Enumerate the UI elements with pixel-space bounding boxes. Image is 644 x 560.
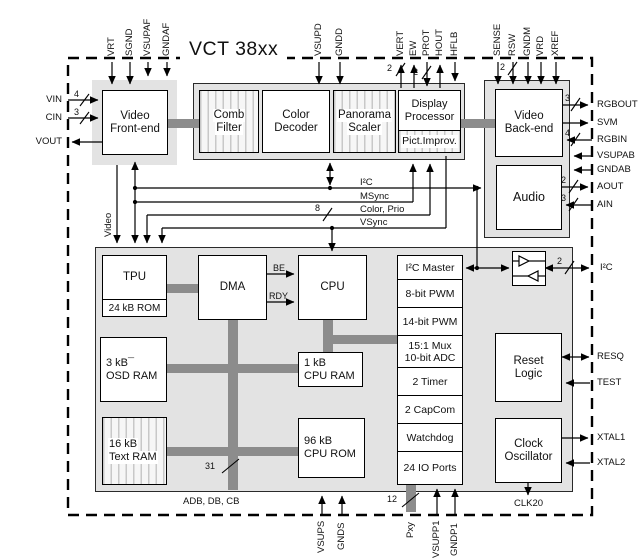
bus-width-rsw: 2 [500,62,506,72]
block-label: CPU ROM [304,448,356,460]
block-label: 2 Timer [412,375,448,388]
block-label: Panorama [337,108,392,121]
bus-width-cin: 3 [74,107,80,117]
block-label: Processor [404,110,455,123]
block-label: Filter [216,121,242,134]
pin-label-rsw: RSW [507,33,518,56]
signal-label-i2c: I²C [360,177,373,188]
block-label: Reset [513,354,544,367]
bus-width-rgbin: 4 [565,128,571,138]
chip-title: VCT 38xx [180,36,287,62]
pin-label-vrt: VRT [106,37,117,56]
pin-label-gndm: GNDM [522,26,533,56]
block-label: OSD RAM [106,369,158,382]
pin-label-pxy: Pxy [405,522,416,538]
block-label: Video [514,110,544,122]
buffer-triangle-right-icon [519,256,529,266]
pin-label-test: TEST [597,377,622,388]
signal-label-color-prio: Color, Prio [360,204,405,215]
block-label: CPU RAM [304,369,355,382]
pin-label-vsupaf: VSUPAF [142,18,153,56]
pin-label-svm: SVM [597,117,618,128]
block-label: 24 kB ROM [108,302,161,314]
block-label: Audio [513,190,545,204]
block-label: Scaler [348,121,381,134]
signal-label-video: Video [103,212,114,237]
pin-label-vsups: VSUPS [316,520,327,553]
block-label: Video [120,109,150,122]
block-label: Watchdog [406,431,454,444]
pin-label-vsupab: VSUPAB [597,150,635,161]
block-label: TPU [123,271,146,283]
pin-label-gnds: GNDS [336,522,347,550]
pin-label-gndd: GNDD [334,28,345,56]
pin-label-vrd: VRD [535,35,546,56]
signal-label-rdy: RDY [269,291,289,301]
block-label: Text RAM [109,451,157,463]
bus-width-vert: 2 [387,63,393,73]
block-label: 15:1 Mux 10-bit ADC [404,339,456,364]
pin-label-xtal2: XTAL2 [597,457,626,468]
pin-label-hflb: HFLB [449,31,460,56]
block-label: DMA [219,281,246,293]
bus-width-aout: 2 [561,175,567,185]
pin-label-gndab: GNDAB [597,164,631,175]
bus-width-color-prio: 8 [315,203,321,213]
block-label: 96 kB [304,435,333,447]
bus-width-i2c: 2 [557,256,563,266]
pin-label-aout: AOUT [597,181,624,192]
block-label: 8-bit PWM [405,287,455,300]
pin-label-resq: RESQ [597,351,624,362]
block-label: Back-end [504,123,554,135]
pin-label-sense: SENSE [492,23,503,56]
pin-label-vout: VOUT [35,136,62,147]
block-label: I²C Master [405,261,455,274]
pin-label-cin: CIN [45,112,62,123]
block-label: Comb [213,108,245,121]
block-label: 3 kB¯ [106,356,135,369]
block-label: Clock [514,437,543,450]
pin-label-xtal1: XTAL1 [597,432,626,443]
block-label: 2 CapCom [404,403,456,416]
pin-label-ain: AIN [597,199,613,210]
block-label: 24 IO Ports [403,462,457,474]
pin-label-rgbout: RGBOUT [597,99,638,110]
block-label: CPU [320,281,345,293]
signal-label-msync: MSync [360,191,390,202]
pin-label-vsupd: VSUPD [313,23,324,56]
pin-label-vin: VIN [46,94,62,105]
bus-width-prot: 2 [413,67,419,77]
bus-width-vin: 4 [74,89,80,99]
block-label: Display [411,97,448,110]
block-label: Pict.Improv. [402,135,457,147]
bus-width-ain: 3 [561,193,567,203]
block-label: Logic [514,367,543,380]
signal-label-adb-db-cb: ADB, DB, CB [183,496,240,507]
pin-label-i2c: I²C [600,262,613,273]
pin-label-ew: EW [408,40,419,56]
block-label: Decoder [274,121,318,134]
pin-label-clk20: CLK20 [513,498,544,509]
block-label: Oscillator [504,450,553,463]
buffer-triangle-left-icon [528,271,538,281]
bus-width-pxy: 12 [387,494,398,504]
pin-label-prot: PROT [421,29,432,56]
pin-label-rgbin: RGBIN [597,134,628,145]
bus-width-mem: 31 [205,461,216,471]
pin-label-xref: XREF [550,30,561,56]
bus-width-rgbout: 3 [565,93,571,103]
pin-label-vsupp1: VSUPP1 [431,520,442,558]
block-label: Front-end [110,122,160,135]
pin-label-vert: VERT [395,30,406,56]
block-label: 14-bit PWM [402,315,458,328]
signal-label-be: BE [273,263,286,273]
signal-label-vsync: VSync [360,217,388,228]
block-label: 16 kB [109,438,138,450]
pin-label-gndaf: GNDAF [161,22,172,56]
pin-label-gndp1: GNDP1 [449,523,460,556]
block-label: Color [282,108,310,121]
block-label: 1 kB [304,356,327,369]
pin-label-hout: HOUT [434,29,445,56]
pin-label-sgnd: SGND [124,28,135,56]
